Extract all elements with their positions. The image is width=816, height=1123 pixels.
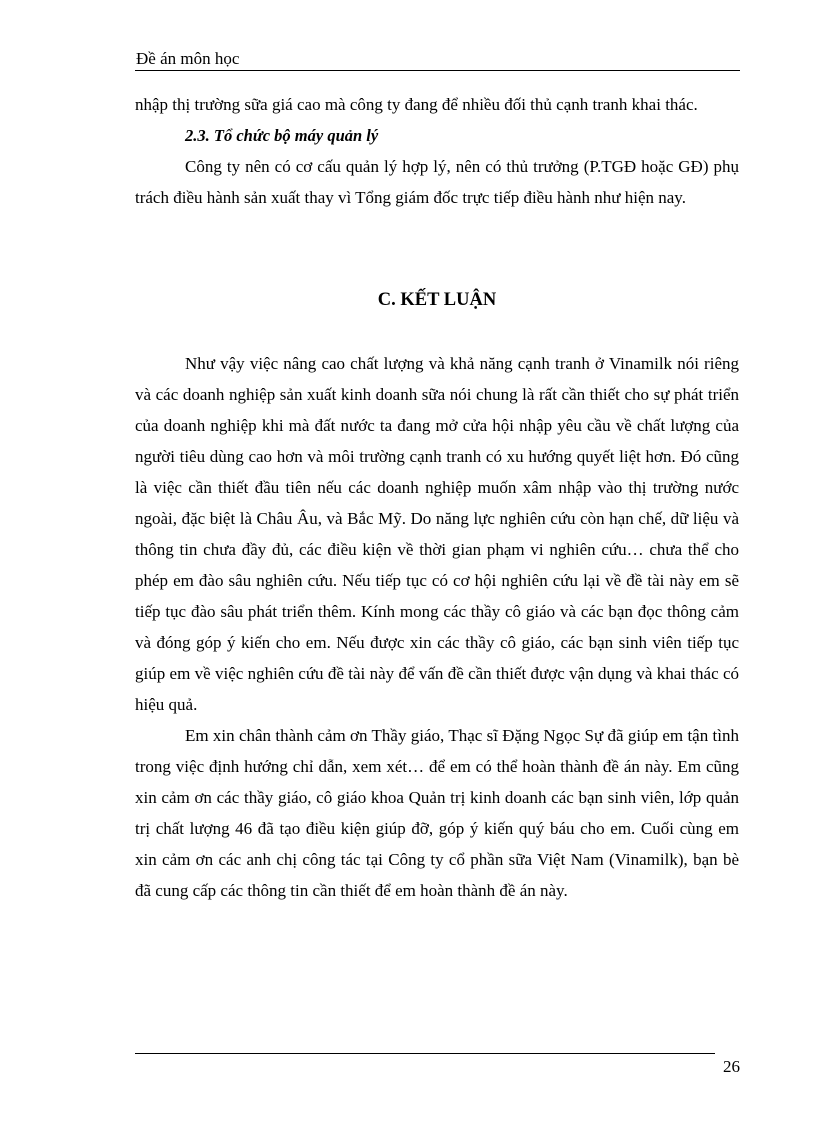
page-header	[135, 48, 740, 71]
page-number: 26	[723, 1057, 740, 1076]
body-block-top	[135, 89, 739, 213]
section-title-block	[135, 284, 739, 317]
paragraph-conclusion-1: Như vậy việc nâng cao chất lượng và khả năng cạnh tranh ở Vinamilk nói riêng và các doanh nghiệp sản xuất kinh doanh sữa nói chung là rất cần thiết cho sự phát triển của doanh nghiệp khi mà đất nước ta đang mở cửa hội nhập yêu cầu về chất lượng của người tiêu dùng cao hơn và môi trường cạnh tranh có xu hướng quyết liệt hơn. Đó cũng là việc cần thiết đầu tiên nếu các doanh nghiệp muốn xâm nhập vào thị trường nước ngoài, đặc biệt là Châu Âu, và Bắc Mỹ. Do năng lực nghiên cứu còn hạn chế, dữ liệu và thông tin chưa đầy đủ, các điều kiện về thời gian phạm vi nghiên cứu… chưa thể cho phép em đào sâu nghiên cứu. Nếu tiếp tục có cơ hội nghiên cứu lại về đề tài này em sẽ tiếp tục đào sâu phát triển thêm. Kính mong các thầy cô giáo và các bạn đọc thông cảm và đóng góp ý kiến cho em. Nếu được xin các thầy cô giáo, các bạn sinh viên tiếp tục giúp em về việc nghiên cứu đề tài này để vấn đề cần thiết được vận dụng và khai thác có hiệu quả.	[135, 354, 739, 714]
section-title-conclusion: C. KẾT LUẬN	[377, 290, 497, 310]
subheading-organization: 2.3. Tổ chức bộ máy quản lý	[185, 126, 379, 145]
header-title: Đề án môn học	[136, 49, 240, 68]
paragraph-continued: nhập thị trường sữa giá cao mà công ty đang để nhiều đối thủ cạnh tranh khai thác.	[135, 95, 698, 114]
footer-rule	[135, 1053, 715, 1054]
paragraph-conclusion-2: Em xin chân thành cảm ơn Thầy giáo, Thạc sĩ Đặng Ngọc Sự đã giúp em tận tình trong việc định hướng chỉ dẫn, xem xét… để em có thể hoàn thành đề án này. Em cũng xin cảm ơn các thầy giáo, cô giáo khoa Quản trị kinh doanh các bạn sinh viên, lớp quản trị chất lượng 46 đã tạo điều kiện giúp đỡ, góp ý kiến quý báu cho em. Cuối cùng em xin cảm ơn các anh chị công tác tại Công ty cổ phần sữa Việt Nam (Vinamilk), bạn bè đã cung cấp các thông tin cần thiết để em hoàn thành đề án này.	[135, 726, 739, 900]
paragraph-structure: Công ty nên có cơ cấu quản lý hợp lý, nên có thủ trưởng (P.TGĐ hoặc GĐ) phụ trách điều hành sản xuất thay vì Tổng giám đốc trực tiếp điều hành như hiện nay.	[135, 157, 739, 207]
body-block-conclusion	[135, 348, 739, 906]
